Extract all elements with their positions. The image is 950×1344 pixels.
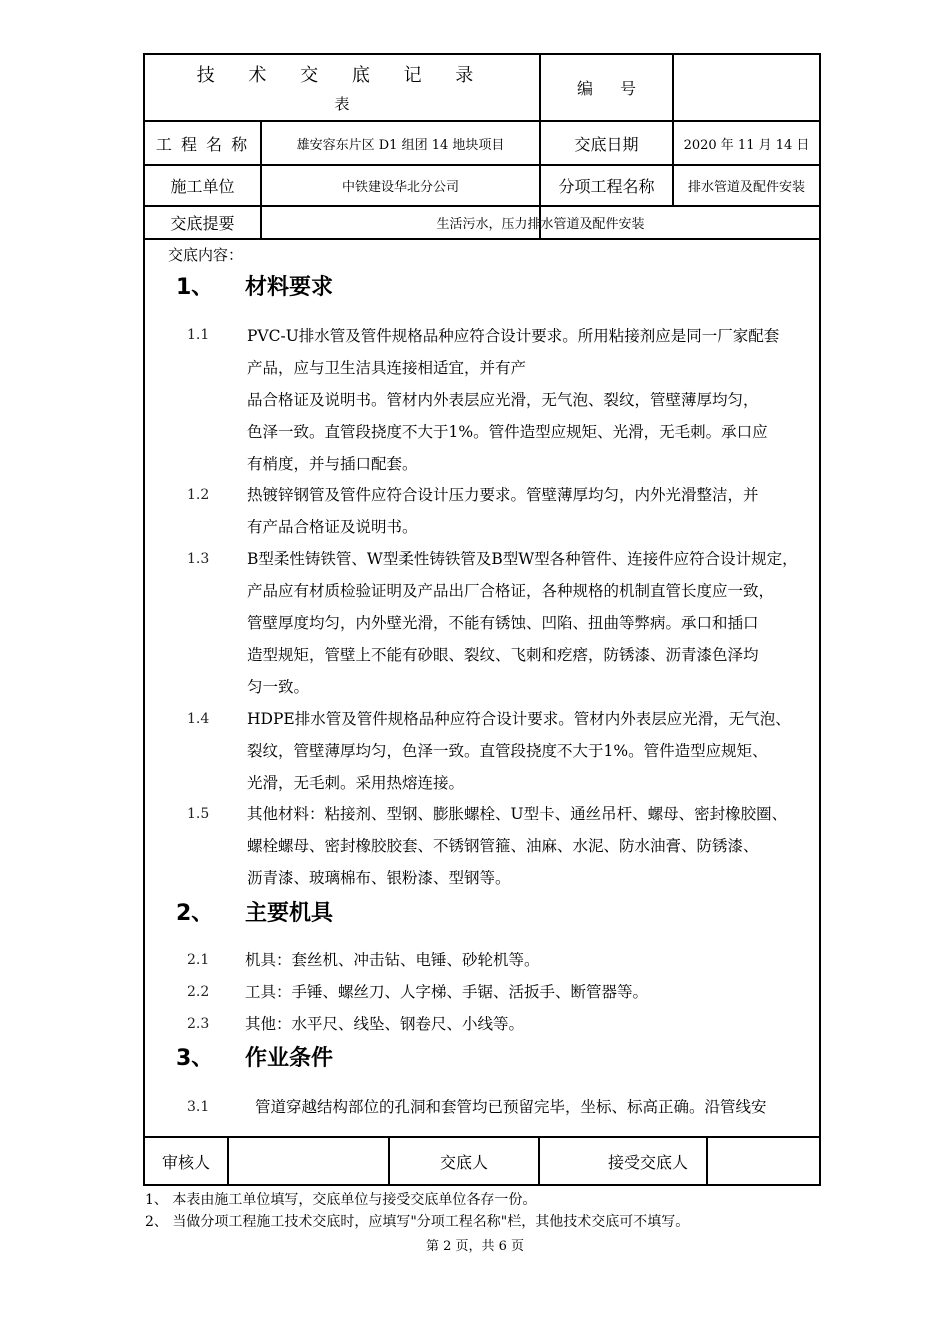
number-label: 编 号 — [576, 79, 637, 98]
number-value — [674, 55, 819, 120]
text-line: 其他材料：粘接剂、型钢、膨胀螺栓、U型卡、通丝吊杆、螺母、密封橡胶圈、 — [247, 805, 788, 823]
section-number: 1、 — [176, 275, 214, 300]
subproject-label: 分项工程名称 — [558, 177, 655, 196]
item-text — [255, 1091, 767, 1123]
table-border-bottom — [143, 1184, 821, 1186]
text-line: 品合格证及说明书。管材内外表层应光滑，无气泡、裂纹，管壁薄厚均匀， — [247, 391, 759, 409]
text-line: 匀一致。 — [247, 678, 310, 696]
item-number: 1.5 — [187, 806, 210, 822]
table-border-right — [819, 53, 821, 1186]
project-name-value: 雄安容东片区 D1 组团 14 地块项目 — [296, 137, 505, 153]
item-number: 1.2 — [187, 487, 210, 503]
text-line: 管道穿越结构部位的孔洞和套管均已预留完毕，坐标、标高正确。沿管线安 — [255, 1098, 767, 1116]
text-line: 有梢度，并与插口配套。 — [247, 455, 418, 473]
text-line: 有产品合格证及说明书。 — [247, 518, 418, 536]
discloser-value — [540, 1138, 590, 1184]
text-line: 产品应有材质检验证明及产品出厂合格证，各种规格的机制直管长度应一致， — [247, 582, 775, 600]
table-line — [143, 238, 821, 240]
date-label: 交底日期 — [574, 134, 639, 154]
item-number: 1.1 — [187, 327, 210, 343]
form-title — [145, 55, 539, 120]
page-number: 第 2 页，共 6 页 — [425, 1239, 525, 1254]
item-text — [247, 479, 759, 543]
section-title: 主要机具 — [245, 901, 334, 926]
text-line: 沥青漆、玻璃棉布、银粉漆、型钢等。 — [247, 869, 511, 887]
item-number: 1.4 — [187, 711, 210, 727]
item-number: 3.1 — [187, 1099, 210, 1115]
discloser-label: 交底人 — [439, 1152, 488, 1172]
item-text — [245, 1008, 524, 1040]
item-text — [247, 798, 787, 894]
text-line: PVC-U排水管及管件规格品种应符合设计要求。所用粘接剂应是同一厂家配套 — [247, 327, 780, 345]
text-line: 光滑，无毛刺。采用热熔连接。 — [247, 774, 465, 792]
unit-value: 中铁建设华北分公司 — [341, 180, 459, 195]
section-number: 2、 — [176, 901, 214, 926]
date-value: 2020 年 11 月 14 日 — [683, 137, 810, 153]
section-number: 3、 — [176, 1046, 214, 1071]
text-line: B型柔性铸铁管、W型柔性铸铁管及B型W型各种管件、连接件应符合设计规定， — [247, 550, 798, 568]
reviewer-label: 审核人 — [161, 1152, 210, 1172]
item-number: 2.2 — [187, 984, 210, 1000]
item-text — [247, 703, 791, 799]
item-text — [245, 976, 648, 1008]
summary-label: 交底提要 — [170, 214, 235, 233]
reviewer-value — [229, 1138, 388, 1184]
text-line: 裂纹，管壁薄厚均匀，色泽一致。直管段挠度不大于1%。管件造型应规矩、 — [247, 742, 768, 760]
item-number: 2.3 — [187, 1016, 210, 1032]
text-line: 管壁厚度均匀，内外壁光滑，不能有锈蚀、凹陷、扭曲等弊病。承口和插口 — [247, 614, 759, 632]
unit-label: 施工单位 — [170, 177, 235, 196]
footnote: 2、 当做分项工程施工技术交底时，应填写"分项工程名称"栏，其他技术交底可不填写。 — [145, 1214, 690, 1230]
item-text — [245, 944, 540, 976]
content-intro: 交底内容： — [168, 246, 244, 264]
text-line: 造型规矩，管壁上不能有砂眼、裂纹、飞刺和疙瘩，防锈漆、沥青漆色泽均 — [247, 646, 759, 664]
subproject-value: 排水管道及配件安装 — [687, 180, 805, 195]
text-line: 工具：手锤、螺丝刀、人字梯、手锯、活扳手、断管器等。 — [245, 983, 649, 1001]
form-title-suffix: 表 — [334, 95, 350, 113]
text-line: 螺栓螺母、密封橡胶胶套、不锈钢管箍、油麻、水泥、防水油膏、防锈漆、 — [247, 837, 759, 855]
section-title: 材料要求 — [245, 275, 334, 300]
project-name-label: 工 程 名 称 — [155, 134, 250, 154]
text-line: 色泽一致。直管段挠度不大于1%。管件造型应规矩、光滑，无毛刺。承口应 — [247, 423, 768, 441]
text-line: 热镀锌钢管及管件应符合设计压力要求。管壁薄厚均匀，内外光滑整洁，并 — [247, 486, 759, 504]
item-text — [247, 320, 779, 480]
item-number: 2.1 — [187, 952, 210, 968]
section-title: 作业条件 — [245, 1046, 334, 1071]
receiver-label: 接受交底人 — [607, 1152, 688, 1172]
text-line: 其他：水平尺、线坠、钢卷尺、小线等。 — [245, 1015, 525, 1033]
footnote: 1、 本表由施工单位填写，交底单位与接受交底单位各存一份。 — [145, 1192, 537, 1208]
summary-value: 生活污水，压力排水管道及配件安装 — [436, 217, 645, 232]
receiver-value — [708, 1138, 819, 1184]
form-title-text: 技 术 交 底 记 录 — [196, 65, 488, 86]
item-number: 1.3 — [187, 551, 210, 567]
text-line: 机具：套丝机、冲击钻、电锤、砂轮机等。 — [245, 951, 540, 969]
text-line: 产品，应与卫生洁具连接相适宜，并有产 — [247, 359, 527, 377]
text-line: HDPE排水管及管件规格品种应符合设计要求。管材内外表层应光滑，无气泡、 — [247, 710, 791, 728]
item-text — [247, 543, 798, 703]
